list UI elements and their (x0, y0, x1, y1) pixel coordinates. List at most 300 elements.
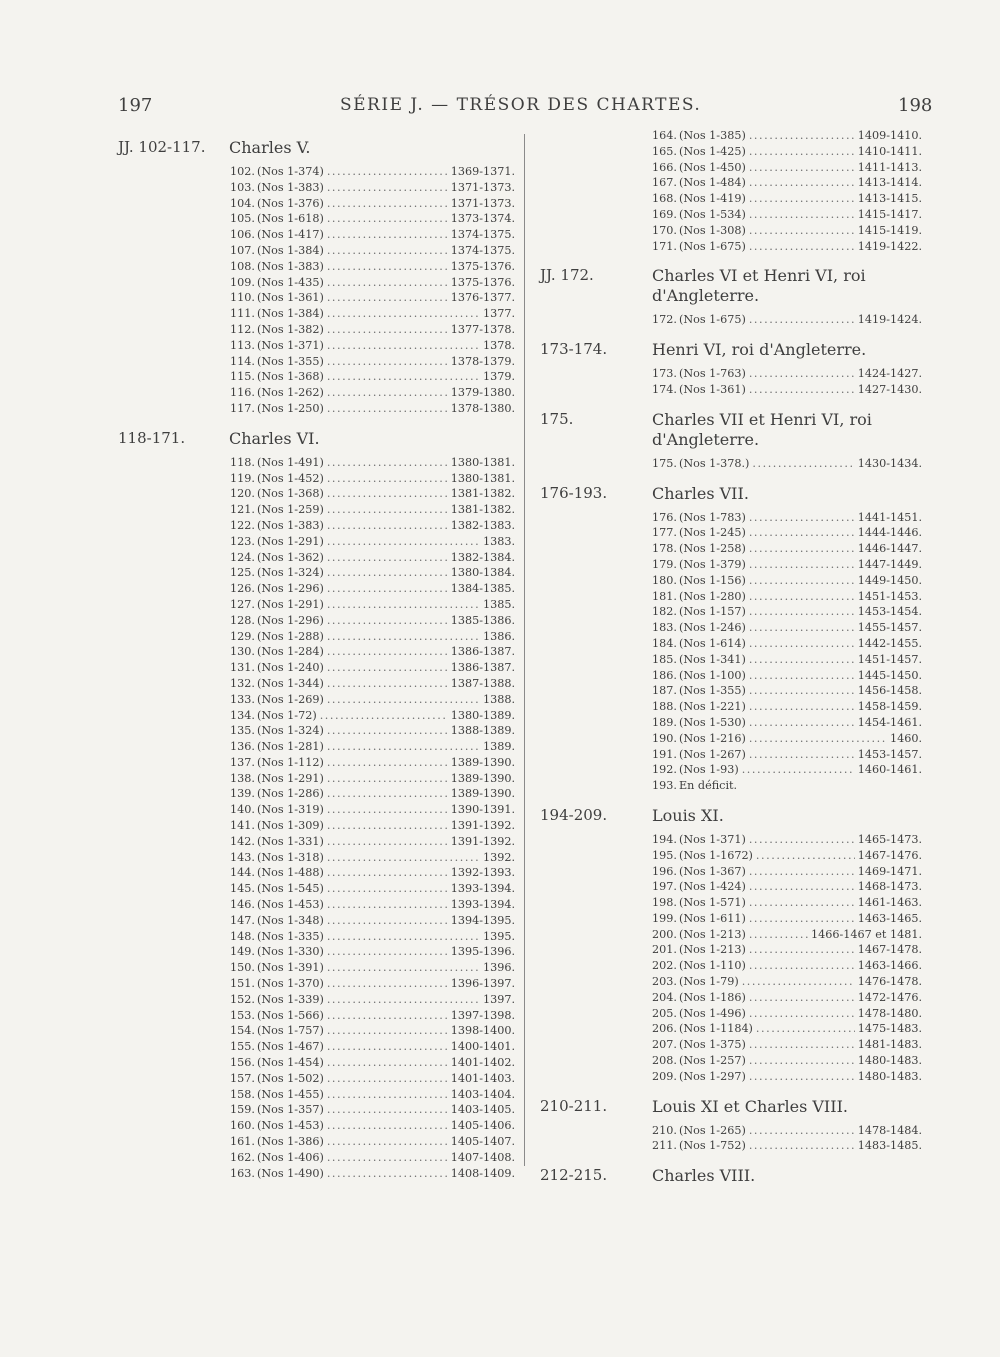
reign-heading (540, 1166, 940, 1186)
dot-leader (327, 550, 448, 566)
register-range: (Nos 1-324) (257, 724, 324, 738)
dot-leader (749, 879, 855, 895)
dot-leader (327, 275, 448, 291)
register-number: 115. (230, 370, 255, 384)
dot-leader (749, 942, 855, 958)
dot-leader (327, 338, 480, 354)
register-entry (652, 589, 922, 605)
register-entry (652, 668, 922, 684)
register-range: (Nos 1-335) (257, 929, 324, 943)
register-dates: 1447-1449. (857, 557, 922, 571)
register-range: (Nos 1-376) (257, 196, 324, 210)
register-range: (Nos 1-374) (257, 165, 324, 178)
register-range: (Nos 1-267) (679, 747, 746, 761)
dot-leader (749, 557, 855, 573)
register-range: (Nos 1-112) (257, 755, 324, 769)
register-range: (Nos 1-216) (679, 731, 746, 745)
register-number: 136. (230, 740, 255, 754)
dot-leader (749, 683, 855, 699)
dot-leader (749, 668, 855, 684)
register-dates: 1386-1387. (450, 661, 515, 675)
register-dates: 1400-1401. (450, 1040, 515, 1054)
register-entry (230, 960, 515, 976)
register-number: 112. (230, 322, 255, 336)
reign-title: Louis XI. (652, 805, 724, 825)
register-number: 142. (230, 834, 255, 848)
register-dates: 1396-1397. (450, 977, 515, 991)
register-entry (230, 1102, 515, 1118)
register-number: 109. (230, 275, 255, 289)
dot-leader (327, 1071, 448, 1087)
register-range: (Nos 1-213) (679, 927, 746, 941)
register-number: 196. (652, 864, 677, 878)
register-dates: 1415-1417. (857, 207, 922, 221)
register-number: 211. (652, 1139, 677, 1153)
register-range: (Nos 1-490) (257, 1166, 324, 1180)
dot-leader (749, 128, 855, 144)
register-series-range: 212-215. (540, 1166, 608, 1185)
register-entry (230, 581, 515, 597)
dot-leader (327, 1055, 448, 1071)
dot-leader (327, 581, 448, 597)
reign-heading (540, 410, 940, 450)
register-dates: 1388. (482, 692, 515, 706)
register-number: 156. (230, 1056, 255, 1070)
register-entry (230, 1071, 515, 1087)
register-entry (230, 723, 515, 739)
register-range: (Nos 1-157) (679, 605, 746, 619)
register-entry (652, 762, 922, 778)
register-dates: 1397. (482, 992, 515, 1006)
dot-leader (749, 573, 855, 589)
register-range: (Nos 1-435) (257, 275, 324, 289)
register-entry (230, 471, 515, 487)
register-entry (230, 771, 515, 787)
register-entry (652, 864, 922, 880)
dot-leader (327, 534, 480, 550)
reign-group (540, 266, 940, 328)
register-entry (230, 401, 515, 417)
dot-leader (749, 990, 855, 1006)
register-range: (Nos 1-368) (257, 487, 324, 501)
register-entry (230, 369, 515, 385)
register-entry (230, 708, 515, 724)
left-column (118, 126, 518, 1181)
register-range: (Nos 1-675) (679, 239, 746, 253)
dot-leader (749, 1037, 855, 1053)
register-dates: 1456-1458. (857, 684, 922, 698)
register-dates: 1427-1430. (857, 382, 922, 396)
register-dates: 1419-1422. (857, 239, 922, 253)
register-number: 173. (652, 367, 677, 381)
register-series-range: 210-211. (540, 1096, 608, 1115)
register-entry (230, 1023, 515, 1039)
register-entry (652, 175, 922, 191)
register-range: (Nos 1-614) (679, 636, 746, 650)
register-dates: 1375-1376. (450, 259, 515, 273)
dot-leader (327, 992, 480, 1008)
register-range: (Nos 1-375) (679, 1038, 746, 1052)
register-range: (Nos 1-339) (257, 992, 324, 1006)
register-dates: 1392-1393. (450, 866, 515, 880)
register-range: (Nos 1-534) (679, 207, 746, 221)
register-entry (230, 1134, 515, 1150)
register-range: (Nos 1-265) (679, 1123, 746, 1137)
register-entry (230, 259, 515, 275)
dot-leader (742, 974, 855, 990)
register-dates: 1403-1405. (450, 1103, 515, 1117)
register-entry (230, 518, 515, 534)
register-range: (Nos 1-284) (257, 645, 324, 659)
register-number: 174. (652, 382, 677, 396)
register-dates: 1391-1392. (450, 819, 515, 833)
register-dates: 1371-1373. (450, 180, 515, 194)
register-range: (Nos 1-361) (257, 291, 324, 305)
register-entry (652, 895, 922, 911)
register-dates: 1424-1427. (857, 367, 922, 381)
register-number: 113. (230, 338, 255, 352)
register-range: (Nos 1-383) (257, 518, 324, 532)
register-range: (Nos 1-330) (257, 945, 324, 959)
register-number: 193. (652, 779, 677, 793)
register-dates: 1481-1483. (857, 1038, 922, 1052)
dot-leader (327, 739, 480, 755)
register-range: (Nos 1-257) (679, 1054, 746, 1068)
register-range: (Nos 1-763) (679, 367, 746, 381)
register-range: (Nos 1-566) (257, 1008, 324, 1022)
entry-list (230, 455, 515, 1182)
register-number: 203. (652, 975, 677, 989)
register-number: 199. (652, 911, 677, 925)
register-entry (652, 715, 922, 731)
register-dates: 1396. (482, 961, 515, 975)
register-dates: 1463-1465. (857, 911, 922, 925)
dot-leader (327, 613, 448, 629)
page-header (0, 95, 1000, 119)
register-range: (Nos 1-258) (679, 542, 746, 556)
register-range: (Nos 1-240) (257, 661, 324, 675)
register-dates: 1454-1461. (857, 715, 922, 729)
register-dates: 1381-1382. (450, 503, 515, 517)
register-range: (Nos 1-291) (257, 597, 324, 611)
dot-leader (327, 306, 480, 322)
register-dates: 1379. (482, 370, 515, 384)
reign-heading (540, 806, 940, 826)
register-dates: 1444-1446. (857, 526, 922, 540)
register-entry (652, 1006, 922, 1022)
register-dates: 1468-1473. (857, 880, 922, 894)
register-dates: 1389-1390. (450, 755, 515, 769)
reign-heading (540, 484, 940, 504)
register-entry (230, 211, 515, 227)
dot-leader (749, 589, 855, 605)
register-number: 168. (652, 192, 677, 206)
register-entry (230, 354, 515, 370)
register-dates: 1449-1450. (857, 573, 922, 587)
register-number: 151. (230, 977, 255, 991)
register-entry (652, 456, 922, 472)
register-dates: 1379-1380. (450, 386, 515, 400)
register-number: 106. (230, 228, 255, 242)
register-number: 121. (230, 503, 255, 517)
register-range: (Nos 1-355) (679, 684, 746, 698)
register-entry (230, 629, 515, 645)
register-number: 107. (230, 243, 255, 257)
register-dates: 1377-1378. (450, 322, 515, 336)
dot-leader (749, 1053, 855, 1069)
register-dates: 1374-1375. (450, 228, 515, 242)
register-entry (230, 227, 515, 243)
dot-leader (327, 227, 448, 243)
register-range: (Nos 1-488) (257, 866, 324, 880)
register-entry (230, 502, 515, 518)
register-number: 128. (230, 613, 255, 627)
register-range: (Nos 1-419) (679, 192, 746, 206)
register-number: 150. (230, 961, 255, 975)
register-entry (652, 239, 922, 255)
reign-heading (118, 429, 518, 449)
dot-leader (749, 525, 855, 541)
reign-group (540, 806, 940, 1085)
reign-title: Charles VIII. (652, 1166, 756, 1186)
dot-leader (749, 747, 855, 763)
register-entry (652, 747, 922, 763)
register-number: 205. (652, 1006, 677, 1020)
register-range: (Nos 1-618) (257, 212, 324, 226)
register-dates: 1390-1391. (450, 803, 515, 817)
register-entry (652, 731, 922, 747)
register-number: 154. (230, 1024, 255, 1038)
register-range: (Nos 1-291) (257, 534, 324, 548)
register-range: (Nos 1-262) (257, 386, 324, 400)
register-entry (230, 929, 515, 945)
register-number: 198. (652, 896, 677, 910)
register-entry (230, 486, 515, 502)
register-dates: 1467-1476. (857, 848, 922, 862)
register-entry (230, 660, 515, 676)
register-entry (230, 613, 515, 629)
register-number: 111. (230, 307, 255, 321)
register-number: 148. (230, 929, 255, 943)
register-range: (Nos 1-454) (257, 1056, 324, 1070)
register-entry (230, 865, 515, 881)
entry-list (652, 832, 922, 1085)
register-entry (652, 604, 922, 620)
register-range: (Nos 1-424) (679, 880, 746, 894)
register-range: (Nos 1-348) (257, 913, 324, 927)
register-dates: 1410-1411. (857, 144, 922, 158)
register-number: 207. (652, 1038, 677, 1052)
dot-leader (327, 243, 448, 259)
register-number: 116. (230, 386, 255, 400)
register-range: (Nos 1-221) (679, 700, 746, 714)
register-entry (230, 338, 515, 354)
register-number: 120. (230, 487, 255, 501)
register-entry (652, 1021, 922, 1037)
register-number: 131. (230, 661, 255, 675)
register-dates: 1378-1379. (450, 354, 515, 368)
register-range: (Nos 1-455) (257, 1087, 324, 1101)
register-dates: 1455-1457. (857, 621, 922, 635)
register-number: 179. (652, 557, 677, 571)
register-dates: 1453-1457. (857, 747, 922, 761)
register-dates: 1469-1471. (857, 864, 922, 878)
register-dates: 1413-1415. (857, 192, 922, 206)
register-number: 122. (230, 518, 255, 532)
register-range: (Nos 1-368) (257, 370, 324, 384)
register-range: (Nos 1-383) (257, 180, 324, 194)
register-number: 114. (230, 354, 255, 368)
dot-leader (327, 597, 480, 613)
page-number-right: 198 (898, 95, 933, 116)
register-dates: 1386. (482, 629, 515, 643)
register-entry (230, 976, 515, 992)
register-entry (230, 755, 515, 771)
register-number: 157. (230, 1071, 255, 1085)
register-number: 110. (230, 291, 255, 305)
register-number: 201. (652, 943, 677, 957)
dot-leader (327, 944, 448, 960)
column-divider (524, 134, 525, 1166)
register-dates: 1385-1386. (450, 613, 515, 627)
register-number: 139. (230, 787, 255, 801)
reign-heading (118, 138, 518, 158)
dot-leader (320, 708, 448, 724)
register-range: (Nos 1-417) (257, 228, 324, 242)
dot-leader (327, 1118, 448, 1134)
register-dates: 1389-1390. (450, 787, 515, 801)
register-dates: 1398-1400. (450, 1024, 515, 1038)
register-entry (230, 550, 515, 566)
register-number: 180. (652, 573, 677, 587)
register-number: 137. (230, 755, 255, 769)
register-entry (230, 275, 515, 291)
register-dates: 1392. (482, 850, 515, 864)
reign-group (118, 429, 518, 1182)
dot-leader (327, 455, 448, 471)
reign-title: Henri VI, roi d'Angleterre. (652, 340, 867, 360)
dot-leader (327, 771, 448, 787)
register-number: 194. (652, 832, 677, 846)
register-number: 118. (230, 455, 255, 469)
register-range: (Nos 1-357) (257, 1103, 324, 1117)
register-number: 144. (230, 866, 255, 880)
register-entry (652, 382, 922, 398)
register-dates: 1385. (482, 597, 515, 611)
register-range: (Nos 1-752) (679, 1139, 746, 1153)
register-entry (652, 223, 922, 239)
entry-list (230, 164, 515, 417)
register-entry (230, 196, 515, 212)
register-range: (Nos 1-297) (679, 1069, 746, 1083)
dot-leader (327, 865, 448, 881)
dot-leader (749, 510, 855, 526)
dot-leader (327, 518, 448, 534)
register-number: 132. (230, 676, 255, 690)
register-dates: 1386-1387. (450, 645, 515, 659)
register-entry (230, 290, 515, 306)
register-entry (652, 974, 922, 990)
register-range: (Nos 1-675) (679, 313, 746, 327)
register-entry (230, 565, 515, 581)
register-range: (Nos 1-452) (257, 471, 324, 485)
register-dates: 1472-1476. (857, 990, 922, 1004)
dot-leader (749, 1138, 855, 1154)
register-entry (652, 683, 922, 699)
register-series-range: 175. (540, 409, 574, 428)
register-number: 143. (230, 850, 255, 864)
register-entry (652, 312, 922, 328)
dot-leader (327, 723, 448, 739)
register-series-range: JJ. 102-117. (118, 138, 206, 156)
entry-list (652, 1123, 922, 1155)
register-number: 130. (230, 645, 255, 659)
register-entry (652, 778, 922, 794)
dot-leader (327, 385, 448, 401)
register-range: (Nos 1-79) (679, 975, 739, 989)
register-series-range: JJ. 172. (540, 266, 594, 285)
register-dates: 1475-1483. (857, 1022, 922, 1036)
dot-leader (327, 960, 480, 976)
register-range: (Nos 1-318) (257, 850, 324, 864)
dot-leader (327, 196, 448, 212)
register-entry (230, 1087, 515, 1103)
register-number: 209. (652, 1069, 677, 1083)
register-number: 188. (652, 700, 677, 714)
dot-leader (749, 160, 855, 176)
reign-heading (540, 266, 940, 306)
reign-heading (540, 1097, 940, 1117)
register-entry (230, 597, 515, 613)
register-dates: 1405-1406. (450, 1119, 515, 1133)
register-number: 166. (652, 160, 677, 174)
register-dates: 1445-1450. (857, 668, 922, 682)
register-entry (652, 848, 922, 864)
register-dates: 1441-1451. (857, 510, 922, 524)
register-entry (230, 306, 515, 322)
register-number: 161. (230, 1135, 255, 1149)
dot-leader (327, 322, 448, 338)
dot-leader (327, 1166, 448, 1182)
dot-leader (327, 354, 448, 370)
register-range: (Nos 1-288) (257, 629, 324, 643)
register-entry (652, 620, 922, 636)
register-dates: 1483-1485. (857, 1139, 922, 1153)
register-range: (Nos 1-286) (257, 787, 324, 801)
register-entry (230, 644, 515, 660)
register-dates: 1451-1457. (857, 652, 922, 666)
dot-leader (327, 164, 448, 180)
register-entry (230, 834, 515, 850)
reign-group (540, 340, 940, 398)
dot-leader (749, 699, 855, 715)
register-range: (Nos 1-259) (257, 503, 324, 517)
register-dates: 1388-1389. (450, 724, 515, 738)
register-range: (Nos 1-355) (257, 354, 324, 368)
register-range: (Nos 1-386) (257, 1135, 324, 1149)
register-range: (Nos 1-291) (257, 771, 324, 785)
dot-leader (749, 895, 855, 911)
register-entry (652, 510, 922, 526)
register-range: (Nos 1-186) (679, 990, 746, 1004)
register-dates: 1451-1453. (857, 589, 922, 603)
register-dates: 1419-1424. (857, 313, 922, 327)
register-dates: 1397-1398. (450, 1008, 515, 1022)
register-dates: 1407-1408. (450, 1150, 515, 1164)
register-number: 119. (230, 471, 255, 485)
register-number: 202. (652, 959, 677, 973)
register-number: 140. (230, 803, 255, 817)
